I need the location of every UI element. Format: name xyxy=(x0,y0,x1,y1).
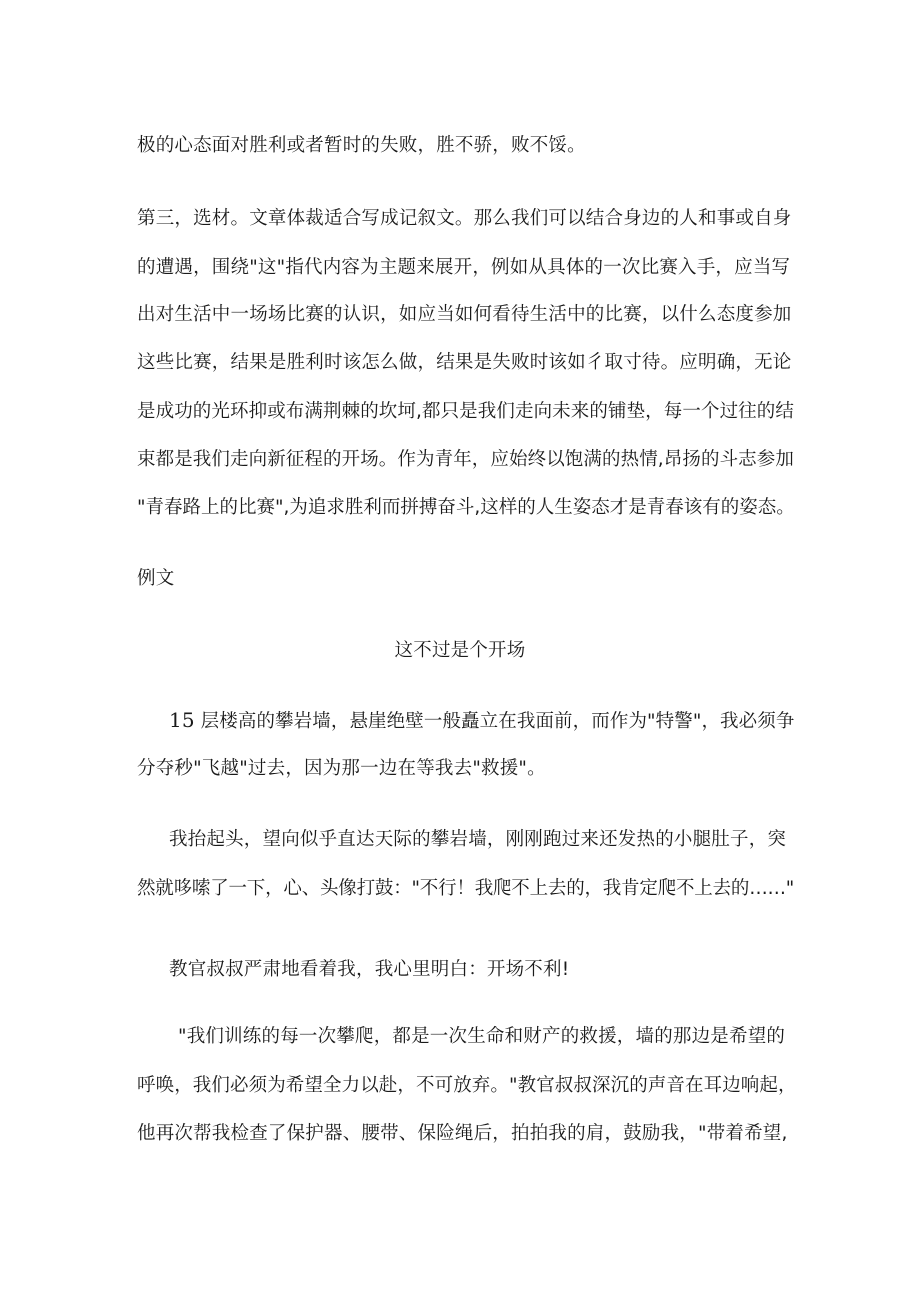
paragraph-line: 他再次帮我检查了保护器、腰带、保险绳后，拍拍我的肩，鼓励我，"带着希望, xyxy=(137,1123,788,1144)
paragraph-line: 这些比赛，结果是胜利时该怎么做，结果是失败时该如彳取寸待。应明确，无论 xyxy=(137,352,792,373)
paragraph-line: 分夺秒"飞越"过去，因为那一边在等我去"救援"。 xyxy=(137,758,546,779)
paragraph-line: 出对生活中一场场比赛的认识，如应当如何看待生活中的比赛，以什么态度参加 xyxy=(137,304,792,325)
paragraph-line: 的遭遇，围绕"这"指代内容为主题来展开，例如从具体的一次比赛入手，应当写 xyxy=(137,257,791,278)
paragraph-line: 呼唤，我们必须为希望全力以赴，不可放弃。"教官叔叔深沉的声音在耳边响起， xyxy=(137,1075,797,1096)
example-label: 例文 xyxy=(137,568,175,589)
paragraph-line: 我抬起头，望向似乎直达天际的攀岩墙，刚刚跑过来还发热的小腿肚子，突 xyxy=(169,829,787,850)
paragraph-line: 第三，选材。文章体裁适合写成记叙文。那么我们可以结合身边的人和事或自身 xyxy=(137,208,792,229)
paragraph-line: "我们训练的每一次攀爬，都是一次生命和财产的救援，墙的那边是希望的 xyxy=(178,1026,786,1047)
paragraph-line: 是成功的光环抑或布满荆棘的坎坷,都只是我们走向未来的铺垫，每一个过往的结 xyxy=(137,401,794,422)
paragraph-line: 极的心态面对胜利或者暂时的失败，胜不骄，败不馁。 xyxy=(137,135,586,156)
paragraph-line: 束都是我们走向新征程的开场。作为青年，应始终以饱满的热情,昂扬的斗志参加 xyxy=(137,449,794,470)
paragraph-text: 层楼高的攀岩墙，悬崖绝壁一般矗立在我面前，而作为"特警"，我必须争 xyxy=(200,711,795,732)
paragraph-line: "青春路上的比赛",为追求胜利而拼搏奋斗,这样的人生姿态才是青春该有的姿态。 xyxy=(137,497,795,518)
paragraph-line: 然就哆嗦了一下，心、头像打鼓："不行！我爬不上去的，我肯定爬不上去的……" xyxy=(137,878,795,899)
paragraph-line xyxy=(169,707,797,735)
paragraph-line: 教官叔叔严肃地看着我，我心里明白：开场不利! xyxy=(169,959,570,980)
essay-title: 这不过是个开场 xyxy=(394,640,526,661)
floor-count: 15 xyxy=(169,708,195,732)
